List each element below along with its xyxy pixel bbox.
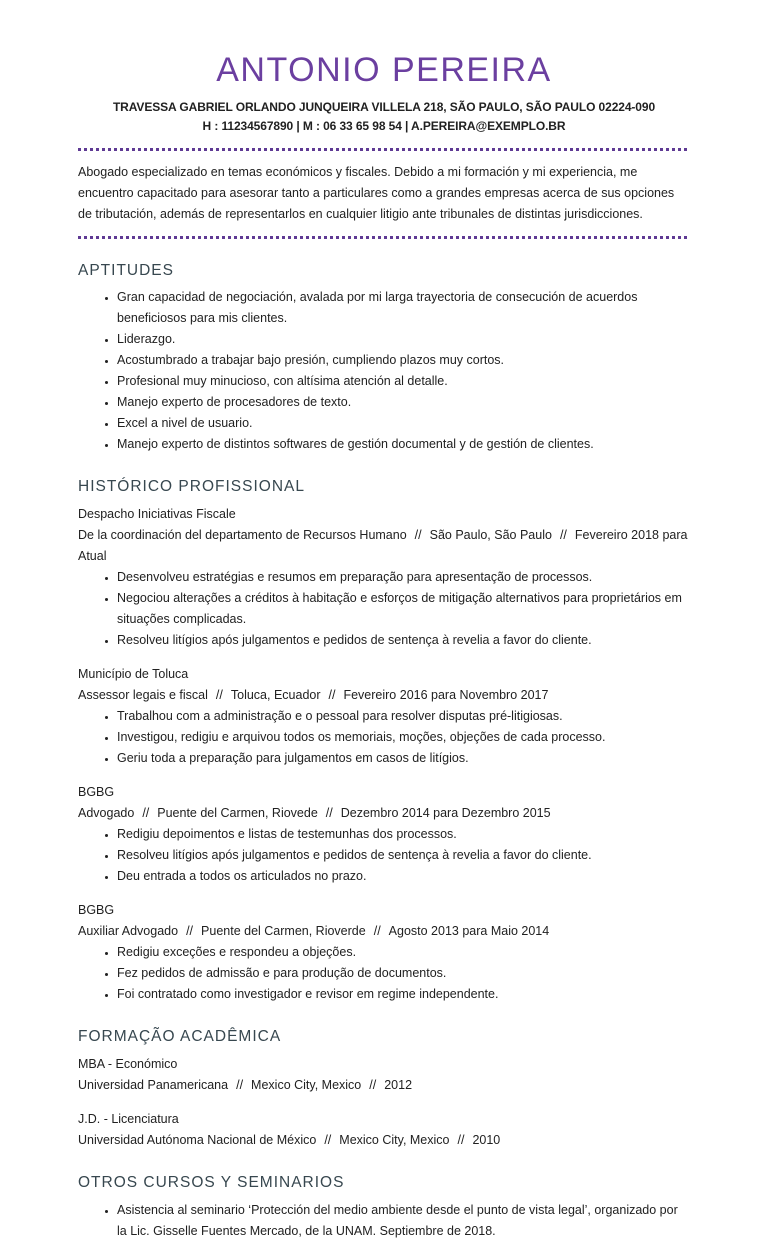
section-title-education: FORMAÇÃO ACADÊMICA (78, 1028, 282, 1046)
job-role: Advogado (78, 806, 135, 821)
education-entry (78, 1054, 690, 1096)
education-meta (78, 1130, 690, 1151)
education-school: Universidad Panamericana (78, 1077, 229, 1092)
aptitude-item: • Liderazgo. (117, 329, 690, 350)
courses-list (78, 1200, 690, 1242)
job-bullet: • Investigou, redigiu e arquivou todos os memoriais, moções, objeções de cada processo. (117, 727, 690, 748)
job-location: Puente del Carmen, Rioverde (201, 924, 366, 939)
job-entry (78, 664, 690, 769)
job-company: Município de Toluca (78, 667, 189, 682)
job-role: Auxiliar Advogado (78, 924, 179, 939)
job-bullet: • Trabalhou com a administração e o pessoal para resolver disputas pré-litigiosas. (117, 706, 690, 727)
meta-separator: // (215, 688, 223, 703)
job-entry (78, 782, 690, 887)
education-degree: J.D. - Licenciatura (78, 1111, 179, 1126)
job-dates: Fevereiro 2018 para Atual (78, 528, 688, 564)
section-experience (78, 476, 690, 1005)
section-aptitudes (78, 260, 690, 456)
dotted-divider-bottom (78, 236, 690, 239)
job-dates: Dezembro 2014 para Dezembro 2015 (340, 806, 551, 821)
job-company: BGBG (78, 785, 115, 800)
job-entry (78, 900, 690, 1005)
job-bullet: • Desenvolveu estratégias e resumos em preparação para apresentação de processos. (117, 567, 690, 588)
education-year: 2010 (472, 1132, 501, 1147)
section-title-courses: OTROS CURSOS Y SEMINARIOS (78, 1173, 345, 1191)
job-dates: Agosto 2013 para Maio 2014 (388, 924, 550, 939)
job-bullet: • Resolveu litígios após julgamentos e pedidos de sentença à revelia a favor do cliente. (117, 630, 690, 651)
job-bullet: • Resolveu litígios após julgamentos e pedidos de sentença à revelia a favor do cliente. (117, 845, 690, 866)
aptitude-item: • Manejo experto de distintos softwares de gestión documental y de gestión de clientes. (117, 434, 690, 455)
job-meta (78, 685, 690, 706)
dotted-divider-top (78, 148, 690, 151)
job-bullets (78, 824, 690, 887)
aptitudes-list (78, 287, 690, 455)
candidate-address: TRAVESSA GABRIEL ORLANDO JUNQUEIRA VILLELA 218, SÃO PAULO, SÃO PAULO 02224-090 (112, 99, 656, 114)
job-meta (78, 803, 690, 824)
education-entry (78, 1109, 690, 1151)
job-role: Assessor legais e fiscal (78, 688, 208, 703)
aptitude-item: • Excel a nivel de usuario. (117, 413, 690, 434)
meta-separator: // (328, 688, 336, 703)
meta-separator: // (457, 1132, 465, 1147)
job-bullet: • Negociou alterações a créditos à habitação e esforços de mitigação alternativos para proprietários em situações complicadas. (117, 588, 690, 630)
job-bullet: • Deu entrada a todos os articulados no prazo. (117, 866, 690, 887)
job-bullets (78, 942, 690, 1005)
meta-separator: // (325, 806, 333, 821)
meta-separator: // (373, 924, 381, 939)
job-bullet: • Fez pedidos de admissão e para produção de documentos. (117, 963, 690, 984)
job-location: Puente del Carmen, Riovede (157, 806, 318, 821)
meta-separator: // (414, 528, 422, 543)
job-location: Toluca, Ecuador (230, 688, 321, 703)
education-year: 2012 (384, 1077, 413, 1092)
job-meta (78, 921, 690, 942)
meta-separator: // (236, 1077, 244, 1092)
course-item: • Asistencia al seminario ‘Protección del medio ambiente desde el punto de vista legal’, organizado por la Lic. Gisselle Fuentes Mercado, de la UNAM. Septiembre de 2018. (117, 1200, 690, 1242)
job-bullets (78, 706, 690, 769)
job-role: De la coordinación del departamento de Recursos Humano (78, 528, 407, 543)
section-title-experience: HISTÓRICO PROFISSIONAL (78, 478, 305, 496)
section-title-aptitudes: APTITUDES (78, 261, 174, 279)
section-education (78, 1026, 690, 1151)
job-bullet: • Redigiu depoimentos e listas de testemunhas dos processos. (117, 824, 690, 845)
job-bullet: • Redigiu exceções e respondeu a objeções. (117, 942, 690, 963)
meta-separator: // (186, 924, 194, 939)
education-school: Universidad Autónoma Nacional de México (78, 1132, 317, 1147)
education-location: Mexico City, Mexico (339, 1132, 450, 1147)
meta-separator: // (559, 528, 567, 543)
resume-header (78, 50, 690, 136)
job-location: São Paulo, São Paulo (429, 528, 552, 543)
professional-summary: Abogado especializado en temas económicos y fiscales. Debido a mi formación y mi experiencia, me encuentro capacitado para asesorar tanto a particulares como a grandes empresas acerca de sus opciones de tributación, además de representarlos en cualquier litigio ante tribunales de distintas jurisdicciones. (78, 165, 675, 221)
job-company: BGBG (78, 903, 115, 918)
meta-separator: // (369, 1077, 377, 1092)
aptitude-item: • Gran capacidad de negociación, avalada por mi larga trayectoria de consecución de acuerdos beneficiosos para mis clientes. (117, 287, 690, 329)
meta-separator: // (142, 806, 150, 821)
education-meta (78, 1075, 690, 1096)
aptitude-item: • Profesional muy minucioso, con altísima atención al detalle. (117, 371, 690, 392)
section-courses (78, 1172, 690, 1242)
candidate-contact: H : 11234567890 | M : 06 33 65 98 54 | A.PEREIRA@EXEMPLO.BR (202, 118, 566, 133)
education-location: Mexico City, Mexico (251, 1077, 362, 1092)
candidate-name: ANTONIO PEREIRA (216, 51, 552, 89)
meta-separator: // (324, 1132, 332, 1147)
job-entry (78, 504, 690, 651)
education-degree: MBA - Económico (78, 1056, 178, 1071)
job-dates: Fevereiro 2016 para Novembro 2017 (343, 688, 549, 703)
job-bullet: • Geriu toda a preparação para julgamentos em casos de litígios. (117, 748, 690, 769)
job-meta (78, 525, 690, 567)
job-bullet: • Foi contratado como investigador e revisor em regime independente. (117, 984, 690, 1005)
job-company: Despacho Iniciativas Fiscale (78, 507, 236, 522)
aptitude-item: • Manejo experto de procesadores de texto. (117, 392, 690, 413)
job-bullets (78, 567, 690, 651)
aptitude-item: • Acostumbrado a trabajar bajo presión, cumpliendo plazos muy cortos. (117, 350, 690, 371)
